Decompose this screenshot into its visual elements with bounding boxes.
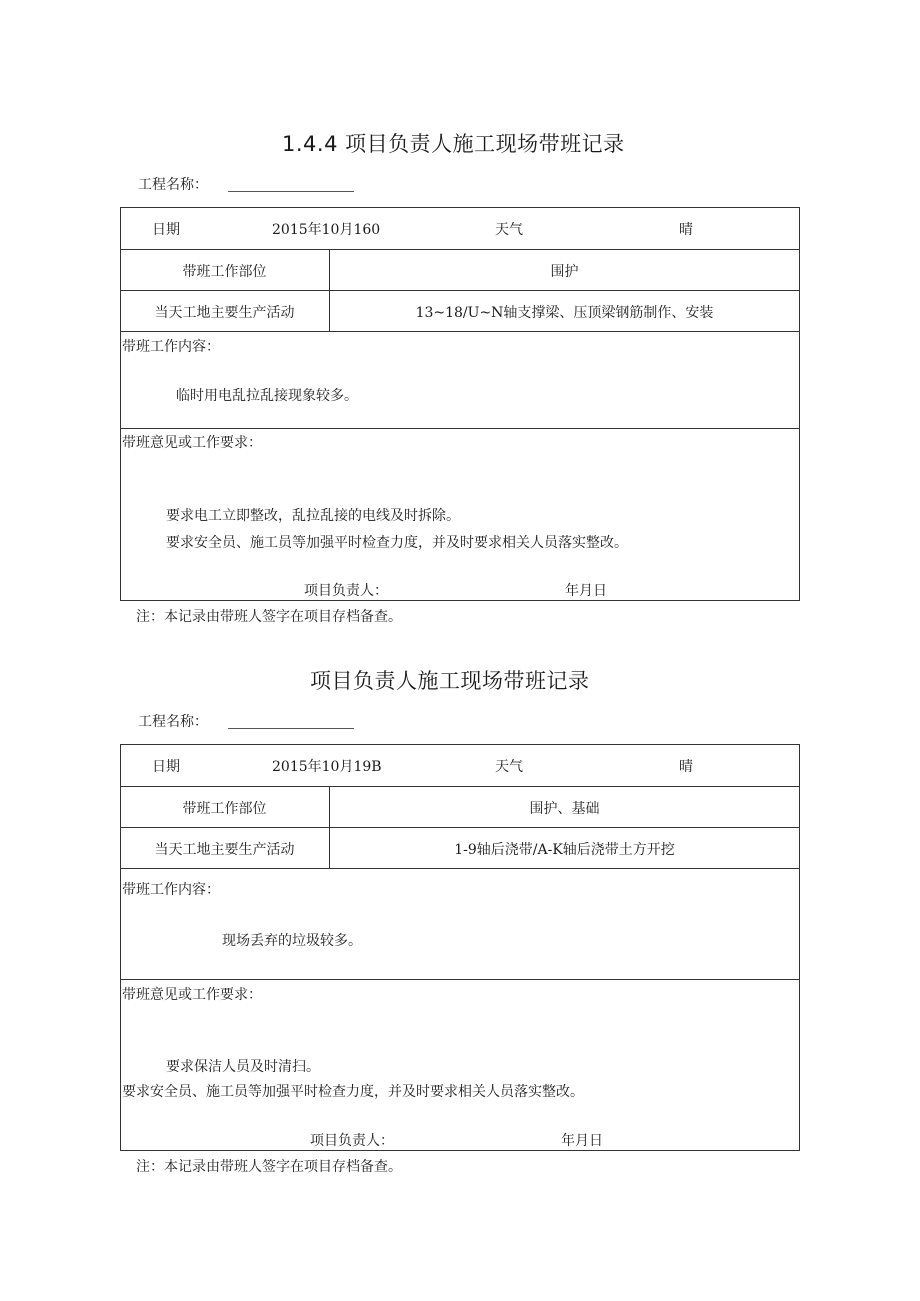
content-label: 带班工作内容： <box>122 339 220 355</box>
date-value: 2015年10月19B <box>272 759 382 775</box>
row-divider <box>120 786 800 787</box>
project-name-field[interactable] <box>228 190 354 192</box>
date-label: 日期 <box>152 759 180 775</box>
footnote: 注：本记录由带班人签字在项目存档备查。 <box>136 1159 402 1175</box>
row-divider <box>120 428 800 429</box>
row-divider <box>120 827 800 828</box>
activity-value: 13~18/U~N轴支撑梁、压顶梁钢筋制作、安装 <box>415 305 714 321</box>
page-title: 1.4.4 项目负责人施工现场带班记录 <box>282 132 625 156</box>
work-area-label: 带班工作部位 <box>182 264 267 280</box>
weather-label: 天气 <box>495 759 523 775</box>
activity-label: 当天工地主要生产活动 <box>154 305 295 321</box>
project-name-field[interactable] <box>228 727 354 729</box>
row-divider <box>120 979 800 980</box>
page-title: 项目负责人施工现场带班记录 <box>310 669 590 693</box>
project-name-label: 工程名称： <box>138 177 208 193</box>
work-area-label: 带班工作部位 <box>182 801 267 817</box>
project-name-label: 工程名称： <box>138 714 208 730</box>
weather-value: 晴 <box>679 759 693 775</box>
row-divider <box>120 290 800 291</box>
opinion-line-2: 要求安全员、施工员等加强平时检查力度，并及时要求相关人员落实整改。 <box>122 1084 584 1100</box>
sign-date-label: 年月日 <box>565 583 607 599</box>
opinion-line-2: 要求安全员、施工员等加强平时检查力度，并及时要求相关人员落实整改。 <box>166 535 628 551</box>
activity-label: 当天工地主要生产活动 <box>154 842 295 858</box>
manager-label: 项目负责人： <box>304 583 388 599</box>
sign-date-label: 年月日 <box>561 1133 603 1149</box>
date-value: 2015年10月160 <box>272 222 381 238</box>
content-text: 临时用电乱拉乱接现象较多。 <box>176 388 358 404</box>
work-area-value: 围护、基础 <box>529 801 600 817</box>
row-divider <box>120 331 800 332</box>
row-divider <box>120 249 800 250</box>
activity-value: 1-9轴后浇带/A-K轴后浇带土方开挖 <box>454 842 675 858</box>
opinion-line-1: 要求电工立即整改，乱拉乱接的电线及时拆除。 <box>166 508 460 524</box>
manager-label: 项目负责人： <box>310 1133 394 1149</box>
opinion-label: 带班意见或工作要求： <box>122 987 262 1003</box>
opinion-line-1: 要求保洁人员及时清扫。 <box>166 1059 320 1075</box>
row-divider <box>120 868 800 869</box>
content-text: 现场丢弃的垃圾较多。 <box>222 933 362 949</box>
weather-label: 天气 <box>495 222 523 238</box>
content-label: 带班工作内容： <box>122 882 220 898</box>
work-area-value: 围护 <box>550 264 579 280</box>
footnote: 注：本记录由带班人签字在项目存档备查。 <box>136 609 402 625</box>
date-label: 日期 <box>152 222 180 238</box>
weather-value: 晴 <box>679 222 693 238</box>
opinion-label: 带班意见或工作要求： <box>122 435 262 451</box>
